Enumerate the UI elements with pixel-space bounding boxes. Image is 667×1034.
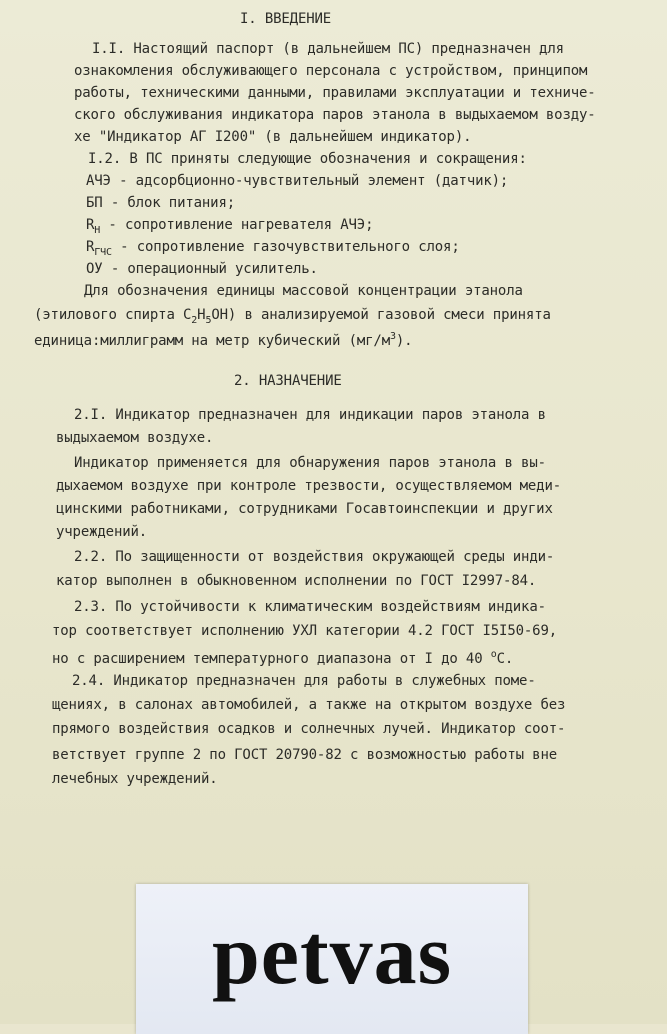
ethanol-sub-1: 2	[191, 315, 198, 326]
definition-ou: ОУ - операционный усилитель.	[86, 261, 318, 277]
section-heading-introduction: I. ВВЕДЕНИЕ	[240, 11, 332, 27]
paragraph-1-1-line-2: ознакомления обслуживающего персонала с устройством, принципом	[74, 63, 588, 79]
paragraph-2-1-line-1: 2.I. Индикатор предназначен для индикации паров этанола в	[74, 407, 546, 423]
rn-subscript: Н	[94, 225, 101, 236]
paragraph-2-4-line-3: прямого воздействия осадков и солнечных лучей. Индикатор соот-	[52, 721, 566, 737]
paragraph-1-3-line-1: Для обозначения единицы массовой концентрации этанола	[84, 283, 523, 299]
paragraph-2-4-line-5: лечебных учреждений.	[52, 771, 218, 787]
degree-superscript: o	[490, 649, 497, 660]
paragraph-2-2-line-2: катор выполнен в обыкновенном исполнении по ГОСТ I2997-84.	[56, 573, 537, 589]
paragraph-2-1-line-2: выдыхаемом воздухе.	[56, 430, 214, 446]
paragraph-1-2: I.2. В ПС приняты следующие обозначения и сокращения:	[88, 151, 527, 167]
paragraph-2-4-line-4: ветствует группе 2 по ГОСТ 20790-82 с возможностью работы вне	[52, 747, 558, 763]
ethanol-text-c: OH) в анализируемой газовой смеси принята	[211, 307, 551, 323]
rgchs-subscript: ГЧС	[94, 247, 112, 258]
definition-ache: АЧЭ - адсорбционно-чувствительный элемент (датчик);	[86, 173, 509, 189]
paragraph-2-1b-line-3: цинскими работниками, сотрудниками Госавтоинспекции и других	[56, 501, 553, 517]
rgchs-symbol: R	[86, 239, 95, 255]
unit-text-a: единица:миллиграмм на метр кубический (мг/м	[34, 333, 390, 349]
rn-symbol: R	[86, 217, 95, 233]
unit-text-b: ).	[395, 333, 413, 349]
paragraph-1-1-line-4: ского обслуживания индикатора паров этанола в выдыхаемом возду-	[74, 107, 596, 123]
paragraph-2-1b-line-2: дыхаемом воздухе при контроле трезвости, осуществляемом меди-	[56, 478, 562, 494]
paragraph-2-1b-line-1: Индикатор применяется для обнаружения паров этанола в вы-	[74, 455, 546, 471]
paragraph-2-1b-line-4: учреждений.	[56, 524, 148, 540]
paragraph-2-4-line-2: щениях, в салонах автомобилей, а также на открытом воздухе без	[52, 697, 566, 713]
label-text: petvas	[211, 906, 453, 1002]
rgchs-text: - сопротивление газочувствительного слоя;	[111, 239, 460, 255]
unit-superscript: 3	[390, 331, 396, 342]
temp-text-b: C.	[496, 651, 514, 667]
section-heading-purpose: 2. НАЗНАЧЕНИЕ	[234, 373, 342, 389]
paragraph-2-3-line-3	[52, 644, 513, 670]
paragraph-1-1-line-3: работы, техническими данными, правилами эксплуатации и техниче-	[74, 85, 596, 101]
paragraph-2-4-line-1: 2.4. Индикатор предназначен для работы в служебных поме-	[72, 673, 536, 689]
ethanol-text-b: H	[197, 307, 206, 323]
paragraph-2-2-line-1: 2.2. По защищенности от воздействия окружающей среды инди-	[74, 549, 555, 565]
ethanol-sub-2: 5	[205, 315, 212, 326]
rn-text: - сопротивление нагревателя АЧЭ;	[100, 217, 374, 233]
paragraph-2-3-line-1: 2.3. По устойчивости к климатическим воздействиям индика-	[74, 599, 546, 615]
paragraph-1-1-line-5: хе "Индикатор АГ I200" (в дальнейшем индикатор).	[74, 129, 472, 145]
temp-text-a: но с расширением температурного диапазона от I до 40	[52, 651, 491, 667]
paragraph-1-1-line-1: I.I. Настоящий паспорт (в дальнейшем ПС) предназначен для	[92, 41, 564, 57]
paper-label	[136, 884, 528, 1034]
definition-bp: БП - блок питания;	[86, 195, 236, 211]
ethanol-text-a: (этилового спирта C	[34, 307, 192, 323]
paragraph-2-3-line-2: тор соответствует исполнению УХЛ категории 4.2 ГОСТ I5I50-69,	[52, 623, 558, 639]
paragraph-1-3-line-3	[34, 326, 412, 352]
